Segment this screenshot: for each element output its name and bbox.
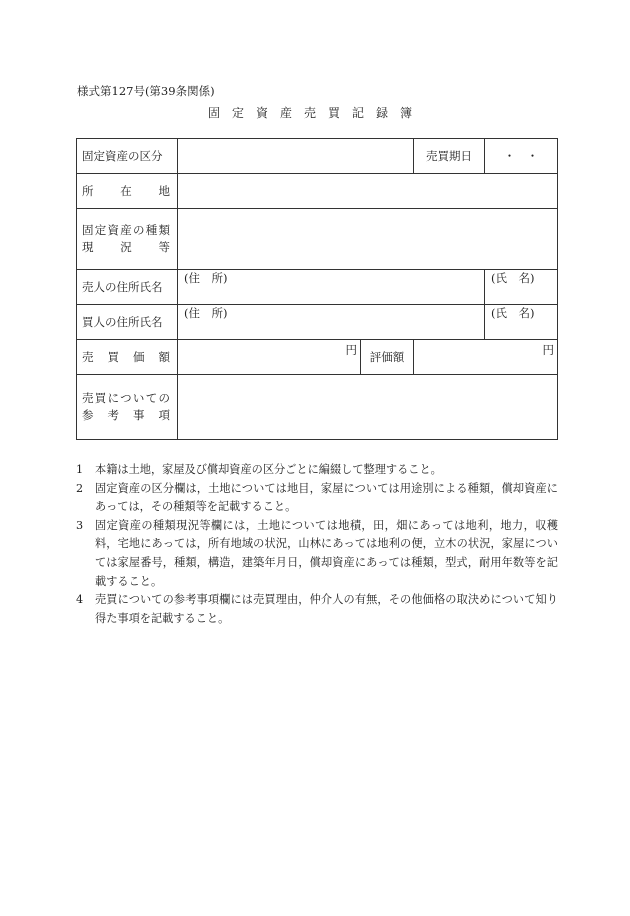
- buyer-address-field[interactable]: [178, 305, 485, 340]
- price-label: [77, 340, 178, 375]
- record-table: [76, 138, 558, 440]
- seller-address-label: (住 所): [184, 271, 228, 285]
- location-field[interactable]: [178, 174, 558, 209]
- row-location: [77, 174, 558, 209]
- type-label-line2: 現 況 等: [82, 240, 170, 254]
- instructions-list: [76, 461, 558, 628]
- seller-name-label: (氏 名): [491, 271, 535, 285]
- seller-name-field[interactable]: [485, 270, 558, 305]
- instruction-number: 3: [76, 518, 84, 532]
- buyer-name-label: (氏 名): [491, 306, 535, 320]
- seller-label: 売人の住所氏名: [77, 270, 178, 305]
- price-label-text: 売 買 価 額: [82, 349, 170, 364]
- instruction-text: 固定資産の区分欄は，土地については地目，家屋については用途別による種類，償却資産にあっては，その種類等を記載すること。: [95, 481, 558, 514]
- notes-label-line1: 売買についての: [82, 391, 170, 405]
- instruction-text: 本籍は土地，家屋及び償却資産の区分ごとに編綴して整理すること。: [95, 463, 442, 476]
- form-title: 固 定 資 産 売 買 記 録 簿: [208, 106, 413, 120]
- instruction-number: 1: [76, 463, 84, 476]
- category-label: 固定資産の区分: [77, 139, 178, 174]
- price-field[interactable]: [178, 340, 361, 375]
- instruction-item: [76, 461, 558, 480]
- location-label: [77, 174, 178, 209]
- row-type: [77, 209, 558, 270]
- instruction-item: [76, 517, 558, 591]
- instruction-number: 4: [76, 593, 84, 607]
- location-label-text: 所 在 地: [82, 183, 170, 198]
- appraisal-field[interactable]: [414, 340, 558, 375]
- buyer-address-label: (住 所): [184, 306, 228, 320]
- buyer-label: 買人の住所氏名: [77, 305, 178, 340]
- notes-label: [77, 375, 178, 440]
- form-number: 様式第127号(第39条関係): [77, 84, 215, 98]
- instruction-text: 固定資産の種類現況等欄には，土地については地積，田，畑にあっては地利，地力，収穫料，宅地にあっては，所有地域の状況，山林にあっては地利の便，立木の状況，家屋については家屋番号，種類，構造，建築年月日，償却資産にあっては種類，型式，耐用年数等を記載すること。: [95, 518, 558, 588]
- notes-label-line2: 参 考 事 項: [82, 408, 170, 422]
- row-seller: [77, 270, 558, 305]
- instruction-number: 2: [76, 481, 84, 495]
- appraisal-label: 評価額: [361, 340, 414, 375]
- row-category: [77, 139, 558, 174]
- sale-date-label: 売買期日: [414, 139, 485, 174]
- notes-field[interactable]: [178, 375, 558, 440]
- instruction-text: 売買についての参考事項欄には売買理由，仲介人の有無，その他価格の取決めについて知り得た事項を記載すること。: [95, 593, 558, 625]
- seller-address-field[interactable]: [178, 270, 485, 305]
- price-unit: 円: [345, 343, 357, 357]
- appraisal-unit: 円: [542, 343, 554, 357]
- type-label: [77, 209, 178, 270]
- category-field[interactable]: [178, 139, 414, 174]
- sale-date-field[interactable]: ・ ・: [485, 139, 558, 174]
- instruction-item: [76, 591, 558, 628]
- buyer-name-field[interactable]: [485, 305, 558, 340]
- row-buyer: [77, 305, 558, 340]
- row-notes: [77, 375, 558, 440]
- type-field[interactable]: [178, 209, 558, 270]
- type-label-line1: 固定資産の種類: [82, 223, 170, 237]
- instruction-item: [76, 480, 558, 517]
- row-price: [77, 340, 558, 375]
